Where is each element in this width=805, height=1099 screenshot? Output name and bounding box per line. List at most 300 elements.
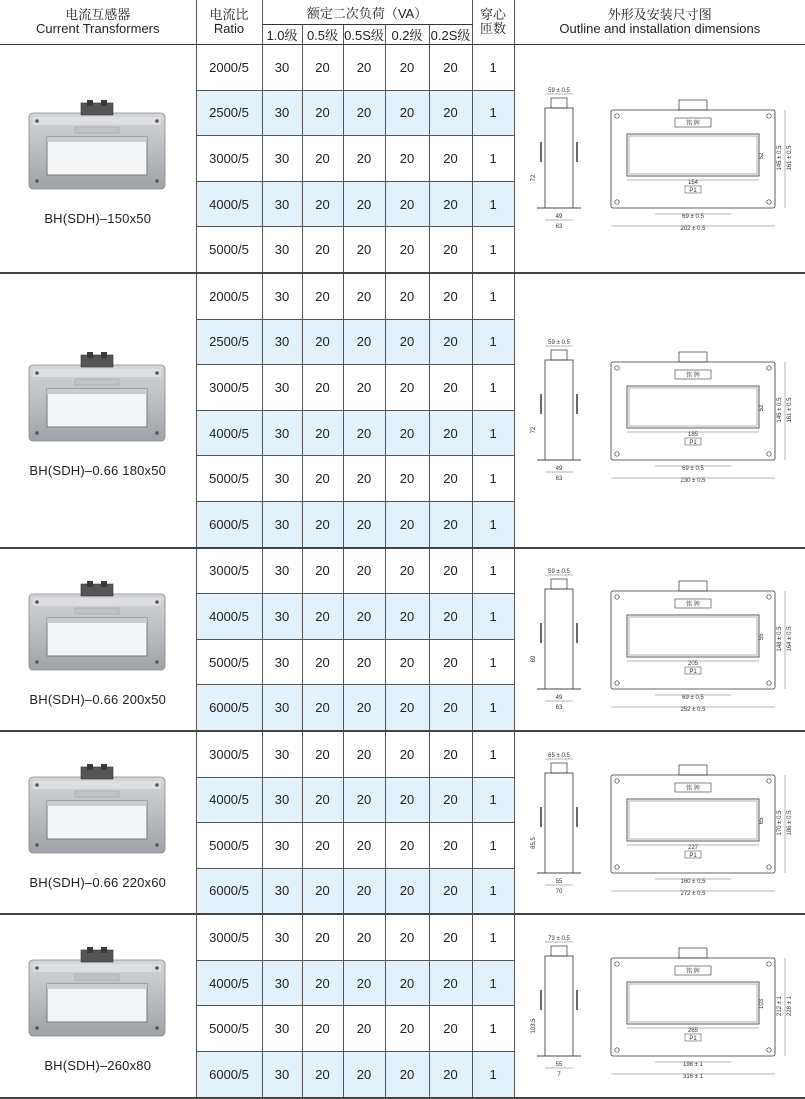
burden-cell: 20 <box>429 548 472 594</box>
outline-drawing <box>515 330 801 490</box>
burden-cell: 30 <box>262 319 302 365</box>
dim-height-1: 148 ± 0.5 <box>776 626 783 652</box>
burden-cell: 20 <box>429 777 472 823</box>
burden-cell: 20 <box>343 136 385 182</box>
dim-window-height: 65 <box>758 817 765 824</box>
dim-base-b: 63 <box>555 705 562 712</box>
mount-hole <box>766 962 770 966</box>
burden-cell: 20 <box>429 823 472 869</box>
burden-cell: 20 <box>429 685 472 731</box>
turns-cell: 1 <box>472 1052 514 1098</box>
header-ratio-en: Ratio <box>213 21 245 36</box>
burden-cell: 20 <box>343 90 385 136</box>
burden-cell: 20 <box>385 548 429 594</box>
ratio-cell: 4000/5 <box>196 777 262 823</box>
model-label: BH(SDH)–150x50 <box>44 210 152 226</box>
turns-cell: 1 <box>472 594 514 640</box>
burden-cell: 20 <box>343 823 385 869</box>
outline-drawing-cell <box>514 914 805 1097</box>
nameplate-label: 铭 牌 <box>685 602 700 609</box>
dim-top-width: 59 ± 0.5 <box>547 569 570 576</box>
ratio-cell: 2000/5 <box>196 273 262 319</box>
burden-cell: 30 <box>262 181 302 227</box>
header-outline <box>514 0 805 45</box>
burden-cell: 20 <box>302 731 343 777</box>
outline-drawing <box>515 743 801 903</box>
side-view-body <box>545 956 573 1056</box>
mount-hole <box>614 1048 618 1052</box>
dim-window-height: 52 <box>758 404 765 412</box>
product-cell <box>0 273 196 548</box>
mount-hole <box>766 1048 770 1052</box>
dim-base-a: 55 <box>555 878 562 885</box>
burden-cell: 30 <box>262 685 302 731</box>
burden-cell: 20 <box>302 456 343 502</box>
nameplate-label: 铭 牌 <box>685 968 700 975</box>
side-view-body <box>545 360 573 460</box>
turns-cell: 1 <box>472 777 514 823</box>
header-turns <box>472 0 514 45</box>
ratio-cell: 6000/5 <box>196 501 262 547</box>
p1-label: P1 <box>688 188 697 195</box>
dim-window-height: 52 <box>758 153 765 160</box>
front-view-terminal <box>679 581 707 591</box>
mount-hole <box>614 114 618 118</box>
dim-base-a: 55 <box>555 1061 562 1068</box>
turns-cell: 1 <box>472 456 514 502</box>
burden-cell: 20 <box>429 960 472 1006</box>
burden-cell: 30 <box>262 639 302 685</box>
burden-cell: 20 <box>343 410 385 456</box>
burden-cell: 20 <box>302 273 343 319</box>
dim-base-b: 7 <box>556 1071 561 1078</box>
dim-window-height: 55 <box>758 633 765 641</box>
ratio-cell: 6000/5 <box>196 685 262 731</box>
ratio-cell: 2500/5 <box>196 90 262 136</box>
dim-base-a: 49 <box>555 214 562 221</box>
burden-cell: 20 <box>302 548 343 594</box>
turns-cell: 1 <box>472 685 514 731</box>
ratio-cell: 4000/5 <box>196 960 262 1006</box>
outline-drawing-cell <box>514 731 805 914</box>
burden-cell: 20 <box>302 960 343 1006</box>
mount-hole <box>614 366 618 370</box>
dim-total-width: 202 ± 0.5 <box>680 226 706 233</box>
mount-hole <box>766 864 770 868</box>
front-view-window <box>627 982 759 1024</box>
dim-total-width: 252 ± 0.5 <box>680 707 706 714</box>
dim-height-2: 161 ± 0.5 <box>786 397 793 423</box>
dim-base-a: 49 <box>555 466 562 473</box>
mount-hole <box>766 595 770 599</box>
dim-side-height: 72 <box>530 426 537 434</box>
product-cell <box>0 914 196 1097</box>
dim-total-width: 316 ± 1 <box>682 1073 703 1080</box>
outline-drawing-cell <box>514 273 805 548</box>
dim-height-1: 145 ± 0.5 <box>776 397 783 423</box>
burden-cell: 20 <box>385 456 429 502</box>
dim-side-height: 72 <box>530 175 537 182</box>
turns-cell: 1 <box>472 45 514 91</box>
dim-top-width: 59 ± 0.5 <box>547 340 570 347</box>
burden-cell: 30 <box>262 501 302 547</box>
burden-cell: 20 <box>302 181 343 227</box>
burden-cell: 20 <box>429 639 472 685</box>
side-view-body <box>545 589 573 689</box>
burden-cell: 20 <box>302 319 343 365</box>
burden-cell: 30 <box>262 1006 302 1052</box>
burden-cell: 20 <box>343 868 385 914</box>
ratio-cell: 3000/5 <box>196 136 262 182</box>
burden-cell: 20 <box>302 685 343 731</box>
dim-window-width: 154 <box>687 180 698 187</box>
turns-cell: 1 <box>472 501 514 547</box>
burden-cell: 20 <box>429 731 472 777</box>
burden-cell: 20 <box>385 868 429 914</box>
dim-side-height: 69 <box>530 655 537 663</box>
dim-mount: 69 ± 0.5 <box>681 214 704 221</box>
burden-cell: 20 <box>385 914 429 960</box>
mount-hole <box>614 962 618 966</box>
side-view-body <box>545 108 573 208</box>
burden-cell: 20 <box>429 501 472 547</box>
burden-cell: 30 <box>262 823 302 869</box>
burden-cell: 20 <box>429 227 472 273</box>
dim-height-1: 170 ± 0.5 <box>776 810 783 836</box>
turns-cell: 1 <box>472 914 514 960</box>
mount-hole <box>766 200 770 204</box>
turns-cell: 1 <box>472 548 514 594</box>
burden-cell: 20 <box>385 777 429 823</box>
burden-cell: 20 <box>302 777 343 823</box>
nameplate-label: 铭 牌 <box>685 785 700 792</box>
burden-cell: 30 <box>262 960 302 1006</box>
burden-cell: 20 <box>429 181 472 227</box>
dim-base-b: 63 <box>555 476 562 483</box>
burden-cell: 30 <box>262 90 302 136</box>
dim-height-2: 228 ± 1 <box>786 995 793 1016</box>
ratio-cell: 5000/5 <box>196 639 262 685</box>
dim-height-2: 186 ± 0.5 <box>786 810 793 836</box>
ratio-cell: 2500/5 <box>196 319 262 365</box>
front-view-window <box>627 386 759 428</box>
dim-total-width: 230 ± 0.5 <box>680 478 706 485</box>
side-view-terminal <box>551 350 567 360</box>
burden-cell: 20 <box>343 319 385 365</box>
turns-cell: 1 <box>472 410 514 456</box>
header-product-en: Current Transformers <box>35 21 160 36</box>
header-class-4: 0.2级 <box>385 25 429 45</box>
burden-cell: 30 <box>262 594 302 640</box>
transformer-photo <box>23 572 173 682</box>
burden-cell: 20 <box>343 731 385 777</box>
header-turns-line2: 匝数 <box>480 21 507 36</box>
burden-cell: 20 <box>385 90 429 136</box>
side-view-terminal <box>551 946 567 956</box>
header-class-2: 0.5级 <box>302 25 343 45</box>
product-cell <box>0 45 196 273</box>
dim-window-height: 103 <box>758 998 765 1009</box>
model-label: BH(SDH)–0.66 180x50 <box>29 462 167 478</box>
burden-cell: 20 <box>385 639 429 685</box>
turns-cell: 1 <box>472 868 514 914</box>
burden-cell: 20 <box>385 685 429 731</box>
dim-mount: 69 ± 0.5 <box>681 466 704 473</box>
burden-cell: 20 <box>302 501 343 547</box>
dim-base-b: 63 <box>555 224 562 231</box>
burden-cell: 20 <box>302 410 343 456</box>
dim-top-width: 65 ± 0.5 <box>547 752 570 759</box>
mount-hole <box>766 114 770 118</box>
outline-drawing <box>515 926 801 1086</box>
p1-label: P1 <box>688 852 697 859</box>
burden-cell: 20 <box>302 639 343 685</box>
burden-cell: 20 <box>429 319 472 365</box>
burden-cell: 20 <box>385 1052 429 1098</box>
burden-cell: 20 <box>385 227 429 273</box>
burden-cell: 20 <box>302 365 343 411</box>
header-product <box>0 0 196 45</box>
burden-cell: 20 <box>429 868 472 914</box>
burden-cell: 20 <box>385 731 429 777</box>
transformer-photo <box>23 938 173 1048</box>
burden-cell: 30 <box>262 136 302 182</box>
front-view-window <box>627 799 759 841</box>
table-row <box>0 914 805 960</box>
ratio-cell: 3000/5 <box>196 914 262 960</box>
dim-side-height: 103.5 <box>530 1018 537 1034</box>
burden-cell: 20 <box>343 1006 385 1052</box>
header-outline-en: Outline and installation dimensions <box>559 21 761 36</box>
burden-cell: 20 <box>343 594 385 640</box>
burden-cell: 20 <box>429 45 472 91</box>
turns-cell: 1 <box>472 731 514 777</box>
front-view-window-inner <box>629 617 757 655</box>
p1-label: P1 <box>688 440 697 447</box>
header-class-3: 0.5S级 <box>343 25 385 45</box>
burden-cell: 30 <box>262 273 302 319</box>
ratio-cell: 5000/5 <box>196 456 262 502</box>
header-turns-line1: 穿心 <box>480 7 507 22</box>
burden-cell: 20 <box>343 365 385 411</box>
ratio-cell: 4000/5 <box>196 181 262 227</box>
transformer-photo <box>23 755 173 865</box>
ratio-cell: 4000/5 <box>196 410 262 456</box>
burden-cell: 20 <box>385 960 429 1006</box>
burden-cell: 20 <box>302 1006 343 1052</box>
burden-cell: 20 <box>429 1052 472 1098</box>
burden-cell: 30 <box>262 548 302 594</box>
mount-hole <box>766 452 770 456</box>
burden-cell: 20 <box>429 914 472 960</box>
dim-total-width: 272 ± 0.5 <box>680 890 706 897</box>
dim-window-width: 227 <box>687 844 698 851</box>
burden-cell: 20 <box>343 501 385 547</box>
burden-cell: 20 <box>302 90 343 136</box>
mount-hole <box>614 452 618 456</box>
ratio-cell: 5000/5 <box>196 227 262 273</box>
burden-cell: 20 <box>429 594 472 640</box>
burden-cell: 20 <box>385 273 429 319</box>
table-row <box>0 731 805 777</box>
turns-cell: 1 <box>472 319 514 365</box>
turns-cell: 1 <box>472 639 514 685</box>
mount-hole <box>614 778 618 782</box>
mount-hole <box>766 366 770 370</box>
front-view-window-inner <box>629 801 757 839</box>
burden-cell: 20 <box>302 136 343 182</box>
mount-hole <box>614 595 618 599</box>
burden-cell: 30 <box>262 914 302 960</box>
mount-hole <box>614 681 618 685</box>
mount-hole <box>766 681 770 685</box>
p1-label: P1 <box>688 669 697 676</box>
burden-cell: 20 <box>385 319 429 365</box>
burden-cell: 20 <box>302 594 343 640</box>
burden-cell: 30 <box>262 365 302 411</box>
dim-mount: 160 ± 0.5 <box>680 878 706 885</box>
nameplate-label: 铭 牌 <box>685 373 700 380</box>
dim-window-width: 185 <box>687 432 698 439</box>
burden-cell: 20 <box>429 136 472 182</box>
burden-cell: 20 <box>302 45 343 91</box>
burden-cell: 20 <box>302 868 343 914</box>
front-view-terminal <box>679 765 707 775</box>
dim-top-width: 73 ± 0.5 <box>547 935 570 942</box>
header-class-1: 1.0级 <box>262 25 302 45</box>
dim-window-width: 205 <box>687 661 698 668</box>
dim-height-1: 212 ± 1 <box>776 995 783 1016</box>
burden-cell: 20 <box>343 548 385 594</box>
front-view-window-inner <box>629 136 757 174</box>
burden-cell: 20 <box>385 1006 429 1052</box>
model-label: BH(SDH)–0.66 200x50 <box>29 691 167 707</box>
dim-side-height: 85.5 <box>530 836 537 849</box>
burden-cell: 20 <box>302 227 343 273</box>
turns-cell: 1 <box>472 227 514 273</box>
burden-cell: 30 <box>262 868 302 914</box>
burden-cell: 20 <box>385 136 429 182</box>
front-view-window-inner <box>629 984 757 1022</box>
front-view-terminal <box>679 948 707 958</box>
outline-drawing <box>515 78 801 238</box>
mount-hole <box>766 778 770 782</box>
burden-cell: 20 <box>343 227 385 273</box>
burden-cell: 20 <box>385 594 429 640</box>
product-cell <box>0 731 196 914</box>
side-view-terminal <box>551 763 567 773</box>
burden-cell: 20 <box>343 639 385 685</box>
burden-cell: 20 <box>343 1052 385 1098</box>
p1-label: P1 <box>688 1035 697 1042</box>
model-label: BH(SDH)–0.66 220x60 <box>29 875 167 891</box>
burden-cell: 20 <box>429 90 472 136</box>
header-product-cn: 电流互感器 <box>65 7 131 22</box>
outline-drawing-cell <box>514 45 805 273</box>
burden-cell: 20 <box>429 410 472 456</box>
burden-cell: 20 <box>429 1006 472 1052</box>
ratio-cell: 6000/5 <box>196 868 262 914</box>
dim-height-2: 161 ± 0.5 <box>786 145 793 171</box>
burden-cell: 20 <box>385 181 429 227</box>
ratio-cell: 4000/5 <box>196 594 262 640</box>
ratio-cell: 2000/5 <box>196 45 262 91</box>
header-class-5: 0.2S级 <box>429 25 472 45</box>
burden-cell: 30 <box>262 777 302 823</box>
turns-cell: 1 <box>472 960 514 1006</box>
burden-cell: 20 <box>343 685 385 731</box>
burden-cell: 20 <box>385 365 429 411</box>
nameplate-label: 铭 牌 <box>685 121 700 128</box>
front-view-window <box>627 134 759 176</box>
dim-height-1: 145 ± 0.5 <box>776 145 783 171</box>
dim-base-b: 70 <box>555 888 562 895</box>
ratio-cell: 3000/5 <box>196 365 262 411</box>
turns-cell: 1 <box>472 365 514 411</box>
transformer-photo <box>23 91 173 201</box>
ratio-cell: 3000/5 <box>196 548 262 594</box>
burden-cell: 20 <box>302 823 343 869</box>
burden-cell: 30 <box>262 227 302 273</box>
turns-cell: 1 <box>472 823 514 869</box>
dim-mount: 69 ± 0.5 <box>681 695 704 702</box>
header-ratio-cn: 电流比 <box>209 7 249 22</box>
burden-cell: 20 <box>302 1052 343 1098</box>
outline-drawing <box>515 559 801 719</box>
outline-drawing-cell <box>514 548 805 731</box>
burden-cell: 20 <box>429 273 472 319</box>
front-view-window-inner <box>629 388 757 426</box>
table-row <box>0 548 805 594</box>
side-view-terminal <box>551 98 567 108</box>
dim-top-width: 59 ± 0.5 <box>547 88 570 95</box>
header-ratio <box>196 0 262 45</box>
ratio-cell: 3000/5 <box>196 731 262 777</box>
mount-hole <box>614 200 618 204</box>
product-cell <box>0 548 196 731</box>
burden-cell: 20 <box>343 181 385 227</box>
burden-cell: 20 <box>343 273 385 319</box>
transformer-photo <box>23 343 173 453</box>
side-view-terminal <box>551 579 567 589</box>
table-row <box>0 45 805 91</box>
side-view-body <box>545 773 573 873</box>
turns-cell: 1 <box>472 136 514 182</box>
burden-cell: 20 <box>343 914 385 960</box>
burden-cell: 20 <box>343 456 385 502</box>
burden-cell: 30 <box>262 456 302 502</box>
dim-window-width: 265 <box>687 1027 698 1034</box>
front-view-window <box>627 615 759 657</box>
dim-height-2: 164 ± 0.5 <box>786 626 793 652</box>
burden-cell: 30 <box>262 45 302 91</box>
burden-cell: 30 <box>262 410 302 456</box>
burden-cell: 20 <box>429 365 472 411</box>
turns-cell: 1 <box>472 181 514 227</box>
burden-cell: 20 <box>429 456 472 502</box>
burden-cell: 30 <box>262 1052 302 1098</box>
front-view-terminal <box>679 100 707 110</box>
turns-cell: 1 <box>472 273 514 319</box>
burden-cell: 20 <box>343 777 385 823</box>
burden-cell: 30 <box>262 731 302 777</box>
ratio-cell: 5000/5 <box>196 1006 262 1052</box>
turns-cell: 1 <box>472 90 514 136</box>
burden-cell: 20 <box>385 823 429 869</box>
front-view-terminal <box>679 352 707 362</box>
ratio-cell: 6000/5 <box>196 1052 262 1098</box>
dim-mount: 198 ± 1 <box>682 1061 703 1068</box>
